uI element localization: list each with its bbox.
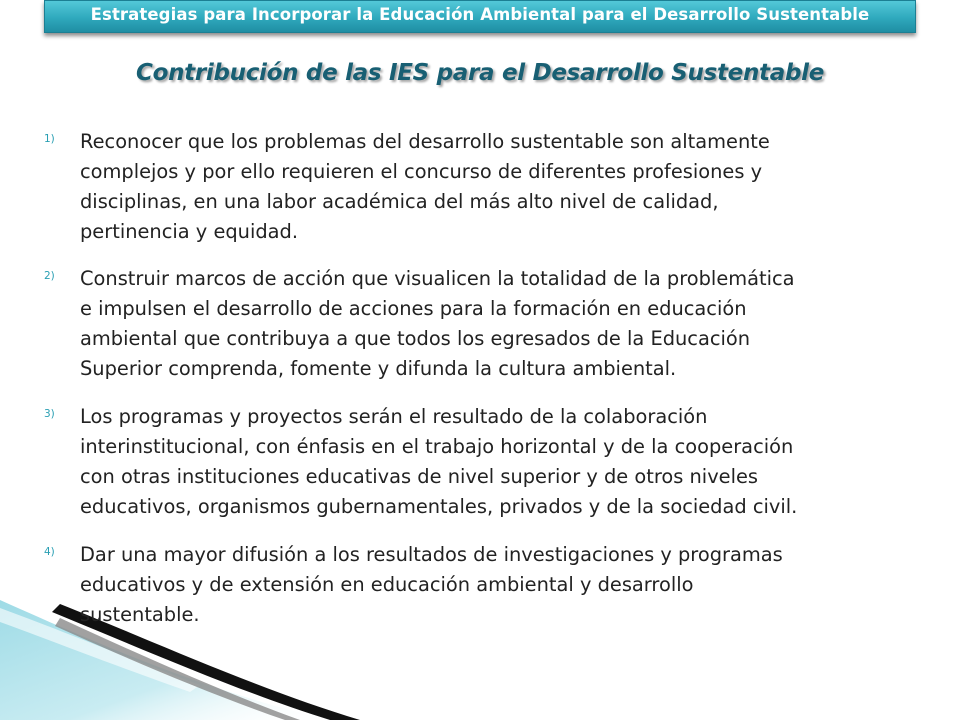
- item-text: Los programas y proyectos serán el resultado de la colaboración interinstitucional, con énfasis en el trabajo horizontal y de la cooperación con otras instituciones educativas de nivel superior y de otros niveles educativos, organismos gubernamentales, privados y de la sociedad civil.: [80, 405, 798, 518]
- item-text: Dar una mayor difusión a los resultados de investigaciones y programas educativos y de extensión en educación ambiental y desarrollo sustentable.: [80, 543, 783, 626]
- slide-title: Contribución de las IES para el Desarrollo Sustentable: [136, 60, 824, 86]
- item-number: 1): [44, 133, 55, 145]
- item-number: 4): [44, 546, 55, 558]
- banner-title: Estrategias para Incorporar la Educación Ambiental para el Desarrollo Sustentable: [90, 5, 870, 24]
- list-item: [44, 264, 924, 384]
- item-text: Reconocer que los problemas del desarrollo sustentable son altamente complejos y por ello requieren el concurso de diferentes profesiones y disciplinas, en una labor académica del más alto nivel de calidad, pertinencia y equidad.: [80, 130, 770, 243]
- item-number: 2): [44, 270, 55, 282]
- list-item: [44, 402, 924, 522]
- item-text: Construir marcos de acción que visualicen la totalidad de la problemática e impulsen el desarrollo de acciones para la formación en educación ambiental que contribuya a que todos los egresados de la Educación Superior comprenda, fomente y difunda la cultura ambiental.: [80, 267, 795, 380]
- top-banner: [44, 0, 916, 33]
- list-item: [44, 127, 924, 247]
- item-number: 3): [44, 408, 55, 420]
- list-item: [44, 540, 924, 630]
